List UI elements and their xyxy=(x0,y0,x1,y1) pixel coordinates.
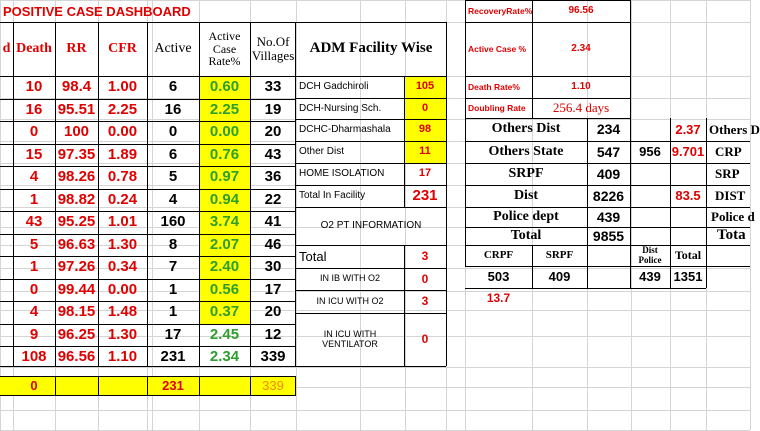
adm-facility-label: DCH-Nursing Sch. xyxy=(299,102,382,114)
border-line xyxy=(98,376,99,395)
cfr-value: 0.00 xyxy=(107,280,138,298)
active-value: 6 xyxy=(168,145,178,163)
active-rate-value: 2.07 xyxy=(209,235,240,253)
cfr-value: 1.30 xyxy=(107,325,138,343)
others-state-total: 956 xyxy=(639,144,661,160)
villages-value: 33 xyxy=(264,78,282,96)
death-value: 1 xyxy=(29,258,39,276)
rr-value: 98.15 xyxy=(57,303,96,321)
side-label: Police d xyxy=(711,209,755,225)
adm-facility-value: 105 xyxy=(415,80,435,93)
rr-value: 95.51 xyxy=(57,100,96,118)
dist-police-value: 439 xyxy=(639,269,661,285)
villages-value: 12 xyxy=(264,325,282,343)
villages-value: 36 xyxy=(264,168,282,186)
dist-police-label: Dist Police xyxy=(638,245,662,265)
grid-line xyxy=(631,0,632,430)
villages-value: 22 xyxy=(264,190,282,208)
side-label: Tota xyxy=(717,227,746,244)
side-label: DIST xyxy=(715,188,746,204)
active-value: 4 xyxy=(168,190,178,208)
adm-facility-value: 11 xyxy=(419,145,431,158)
summary-value: 439 xyxy=(596,208,621,225)
rr-value: 95.25 xyxy=(57,213,96,231)
border-line xyxy=(55,376,56,395)
active-rate-value: 2.25 xyxy=(209,100,240,118)
death-value: 0 xyxy=(29,123,39,141)
summary-value: 8226 xyxy=(592,187,625,204)
stat-value: 1.10 xyxy=(571,80,591,92)
header-active-rate: Active Case Rate% xyxy=(208,29,241,69)
stat-label: Death Rate% xyxy=(468,81,520,92)
stat-value: 256.4 days xyxy=(552,100,610,116)
srpf-value: 409 xyxy=(548,269,571,285)
cfr-value: 1.30 xyxy=(107,235,138,253)
cfr-value: 1.00 xyxy=(107,78,138,96)
summary-value: 409 xyxy=(596,165,621,182)
summary-value: 9855 xyxy=(592,227,625,244)
active-rate-value: 0.60 xyxy=(209,78,240,96)
summary-label: Police dept xyxy=(493,208,559,224)
active-rate-value: 2.40 xyxy=(209,258,240,276)
crpf-value: 503 xyxy=(487,269,510,285)
rr-value: 96.56 xyxy=(57,348,96,366)
active-rate-value: 0.97 xyxy=(209,168,240,186)
death-value: 1 xyxy=(29,190,39,208)
villages-value: 43 xyxy=(264,145,282,163)
active-rate-value: 2.45 xyxy=(209,325,240,343)
death-value: 108 xyxy=(21,348,47,366)
death-value: 4 xyxy=(29,168,39,186)
crpf-label: CRPF xyxy=(483,248,514,261)
active-value: 1 xyxy=(168,280,178,298)
o2-value: 0 xyxy=(421,332,429,347)
summary-label: SRPF xyxy=(508,165,544,181)
active-rate-value: 0.00 xyxy=(209,123,240,141)
cfr-value: 1.48 xyxy=(107,303,138,321)
rr-value: 96.63 xyxy=(57,235,96,253)
villages-value: 30 xyxy=(264,258,282,276)
o2-label: IN IB WITH O2 xyxy=(319,273,380,284)
adm-facility-value: 0 xyxy=(421,102,429,115)
active-value: 1 xyxy=(168,303,178,321)
footer-active: 231 xyxy=(162,377,184,393)
stat-label: RecoveryRate% xyxy=(468,5,533,16)
o2-value: 3 xyxy=(421,249,429,264)
side-label: SRP xyxy=(715,166,740,182)
adm-facility-value: 17 xyxy=(418,167,432,180)
summary-label: Others Dist xyxy=(491,121,561,137)
border-line xyxy=(706,245,707,288)
active-value: 8 xyxy=(168,235,178,253)
rr-value: 97.26 xyxy=(57,258,96,276)
adm-facility-label: Other Dist xyxy=(299,145,345,157)
footer-death: 0 xyxy=(30,377,38,393)
adm-facility-label: Total In Facility xyxy=(299,189,366,201)
summary-label: Others State xyxy=(488,143,564,159)
adm-facility-label: HOME ISOLATION xyxy=(299,167,385,179)
rr-value: 98.4 xyxy=(61,78,92,96)
stat-label: Active Case % xyxy=(468,43,527,54)
dist-rate: 83.5 xyxy=(675,188,701,204)
cfr-value: 1.01 xyxy=(107,213,138,231)
o2-label: IN ICU WITH O2 xyxy=(316,295,384,306)
active-value: 7 xyxy=(168,258,178,276)
cfr-value: 1.89 xyxy=(107,145,138,163)
cfr-value: 0.78 xyxy=(107,168,138,186)
active-rate-value: 0.76 xyxy=(209,145,240,163)
death-value: 0 xyxy=(29,280,39,298)
o2-label: IN ICU WITH VENTILATOR xyxy=(322,329,378,349)
dashboard-title: POSITIVE CASE DASHBOARD xyxy=(3,4,191,20)
o2-value: 3 xyxy=(421,294,429,309)
active-rate-value: 0.94 xyxy=(209,190,240,208)
header-death: Death xyxy=(16,40,52,56)
header-cfr: CFR xyxy=(108,40,137,56)
death-value: 5 xyxy=(29,235,39,253)
border-line xyxy=(446,22,447,366)
summary-label: Total xyxy=(510,227,542,243)
villages-value: 41 xyxy=(264,213,282,231)
rr-value: 99.44 xyxy=(57,280,96,298)
border-line xyxy=(199,376,200,395)
o2-value: 0 xyxy=(421,271,429,286)
adm-facility-value: 98 xyxy=(418,123,432,136)
villages-value: 19 xyxy=(264,100,282,118)
border-line xyxy=(0,395,296,396)
active-rate-value: 0.37 xyxy=(209,303,240,321)
cfr-value: 1.10 xyxy=(107,348,138,366)
adm-facility-label: DCH Gadchiroli xyxy=(299,80,369,92)
active-value: 17 xyxy=(164,325,182,343)
stat-label: Doubling Rate xyxy=(468,102,526,113)
active-value: 5 xyxy=(168,168,178,186)
bottom-total-value: 1351 xyxy=(673,269,703,285)
death-value: 4 xyxy=(29,303,39,321)
cfr-value: 0.00 xyxy=(107,123,138,141)
o2-title: O2 PT INFORMATION xyxy=(320,219,422,231)
active-value: 16 xyxy=(164,100,182,118)
rr-value: 96.25 xyxy=(57,325,96,343)
grid-line xyxy=(0,410,750,411)
header-villages: No.Of Villages xyxy=(251,34,295,63)
adm-facility-value: 231 xyxy=(412,187,438,205)
footer-villages: 339 xyxy=(262,377,284,393)
stat-value: 2.34 xyxy=(571,42,591,54)
villages-value: 20 xyxy=(264,303,282,321)
header-adm: ADM Facility Wise xyxy=(309,40,433,57)
border-line xyxy=(630,0,631,118)
villages-value: 17 xyxy=(264,280,282,298)
total-label: Total xyxy=(674,248,702,263)
death-value: 9 xyxy=(29,325,39,343)
active-value: 6 xyxy=(168,78,178,96)
villages-value: 46 xyxy=(264,235,282,253)
active-value: 0 xyxy=(168,123,178,141)
cfr-value: 0.34 xyxy=(107,258,138,276)
adm-facility-label: DCHC-Dharmashala xyxy=(299,123,391,135)
side-label: Others D xyxy=(709,121,760,137)
side-label: CRP xyxy=(715,144,742,160)
cfr-value: 2.25 xyxy=(107,100,138,118)
villages-value: 20 xyxy=(264,123,282,141)
o2-label: Total xyxy=(299,248,327,264)
rr-value: 98.82 xyxy=(57,190,96,208)
border-line xyxy=(296,366,446,367)
header-active: Active xyxy=(154,40,192,56)
death-value: 15 xyxy=(25,145,43,163)
active-value: 231 xyxy=(160,348,186,366)
summary-label: Dist xyxy=(513,187,539,203)
death-value: 16 xyxy=(25,100,43,118)
active-rate-value: 0.56 xyxy=(209,280,240,298)
rr-value: 100 xyxy=(63,123,90,141)
rr-value: 97.35 xyxy=(57,145,96,163)
death-value: 10 xyxy=(25,78,43,96)
active-rate-value: 3.74 xyxy=(209,213,240,231)
death-value: 43 xyxy=(25,213,43,231)
cfr-value: 0.24 xyxy=(107,190,138,208)
others-state-rate: 9.701 xyxy=(671,144,705,160)
header-d: d xyxy=(2,40,11,56)
active-value: 160 xyxy=(160,213,186,231)
border-line xyxy=(587,245,588,288)
others-dist-rate: 2.37 xyxy=(675,121,701,137)
srpf-label: SRPF xyxy=(545,248,574,261)
rr-value: 98.26 xyxy=(57,168,96,186)
villages-value: 339 xyxy=(260,348,286,366)
stat-value: 96.56 xyxy=(568,4,594,16)
header-rr: RR xyxy=(66,40,87,56)
summary-value: 547 xyxy=(596,143,621,160)
extra-value: 13.7 xyxy=(486,290,511,305)
summary-value: 234 xyxy=(596,121,621,138)
active-rate-value: 2.34 xyxy=(209,348,240,366)
